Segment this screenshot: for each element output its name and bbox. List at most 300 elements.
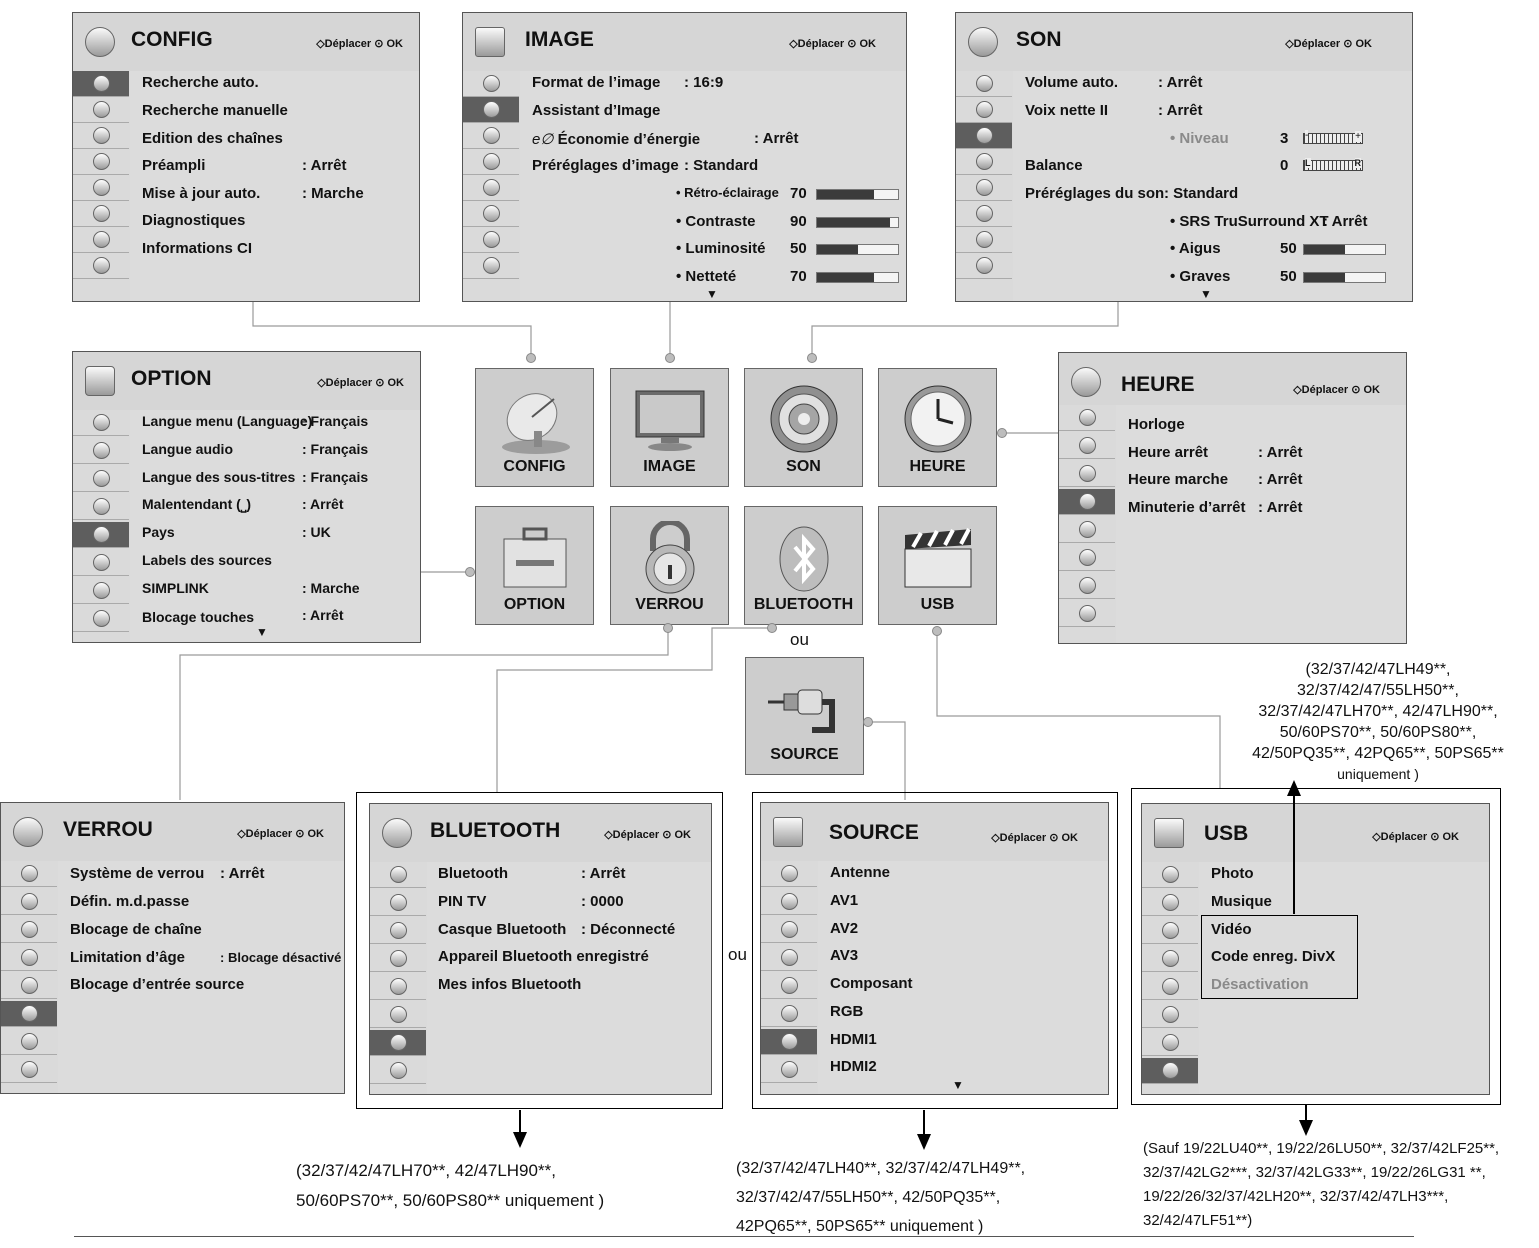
menu-item[interactable]: Mise à jour auto. <box>142 185 261 202</box>
note-line: (32/37/42/47LH40**, 32/37/42/47LH49**, <box>736 1160 1026 1177</box>
monitor-icon <box>475 27 505 57</box>
arrow-down-icon <box>917 1134 931 1150</box>
menu-item[interactable]: Format de l’image <box>532 74 661 91</box>
slider-label: • Rétro-éclairage <box>676 185 779 200</box>
monitor-icon <box>1162 894 1179 911</box>
connector-dot <box>932 626 942 636</box>
usb-menu <box>1141 803 1490 1095</box>
source-menu-header <box>761 803 1108 861</box>
source-menu-title: SOURCE <box>829 821 919 844</box>
config-menu <box>72 12 420 302</box>
menu-item[interactable]: Balance <box>1025 157 1083 174</box>
sharpness-slider[interactable] <box>816 272 899 283</box>
toolbox-icon <box>93 179 110 196</box>
arrow-line <box>519 1110 521 1134</box>
sidebar-item-son[interactable] <box>73 123 129 149</box>
menu-item-value: : Arrêt <box>1258 444 1303 461</box>
menu-item-value: : Arrêt <box>302 607 344 623</box>
toolbox-icon <box>390 978 407 995</box>
sidebar-item-heure[interactable] <box>370 946 426 972</box>
right-label: R <box>1354 158 1361 168</box>
usb-item[interactable]: Photo <box>1211 865 1254 882</box>
slider-label: • Luminosité <box>676 240 766 257</box>
treble-slider[interactable] <box>1303 244 1386 255</box>
note-line: 32/37/42/47/55LH50**, <box>1297 682 1459 699</box>
sidebar-item-image[interactable] <box>956 97 1012 123</box>
menu-item[interactable]: Assistant d’Image <box>532 102 661 119</box>
tile-source[interactable] <box>745 657 864 775</box>
clock-icon <box>781 949 798 966</box>
sidebar-item-config[interactable] <box>1142 862 1198 888</box>
slider-value: 0 <box>1280 157 1289 174</box>
bluetooth-icon <box>93 231 110 248</box>
clock-icon <box>1079 493 1096 510</box>
arrow-line <box>923 1110 925 1136</box>
source-item[interactable]: AV3 <box>830 947 859 964</box>
config-menu-title: CONFIG <box>131 28 213 51</box>
sidebar-item-bluetooth[interactable] <box>463 227 519 253</box>
tile-usb[interactable] <box>878 506 997 625</box>
satellite-dish-icon <box>483 75 500 92</box>
note-line: 32/37/42LG2***, 32/37/42LG33**, 19/22/26LG31 **, <box>1143 1164 1486 1181</box>
slider-label: • Netteté <box>676 268 737 285</box>
satellite-dish-icon <box>1162 866 1179 883</box>
slider-value: 50 <box>790 240 807 257</box>
sidebar-item-son[interactable] <box>73 466 129 492</box>
sidebar-item-image[interactable] <box>73 97 129 123</box>
sidebar-item-config[interactable] <box>956 71 1012 97</box>
sidebar-item-config[interactable] <box>73 410 129 436</box>
clock-icon <box>483 153 500 170</box>
note-line: (32/37/42/47LH49**, <box>1305 661 1451 678</box>
clock-icon <box>93 153 110 170</box>
padlock-icon <box>631 521 709 595</box>
sidebar-item-option[interactable] <box>1142 974 1198 1000</box>
menu-item[interactable]: Labels des sources <box>142 552 272 568</box>
note-line: 50/60PS70**, 50/60PS80** uniquement ) <box>296 1191 605 1210</box>
sidebar-item-bluetooth[interactable] <box>1059 573 1115 599</box>
menu-item[interactable]: Appareil Bluetooth enregistré <box>438 948 649 965</box>
menu-item[interactable]: Blocage de chaîne <box>70 921 202 938</box>
tile-verrou[interactable] <box>610 506 729 625</box>
menu-item[interactable]: SIMPLINK <box>142 580 209 596</box>
sidebar-item-image[interactable] <box>73 438 129 464</box>
scroll-down-arrow[interactable]: ▼ <box>706 287 718 301</box>
menu-item-value: : 16:9 <box>684 74 724 91</box>
bluetooth-menu-sidebar <box>370 862 428 1094</box>
option-menu <box>72 351 421 643</box>
sidebar-item-heure[interactable] <box>73 494 129 520</box>
menu-item-value: : Déconnecté <box>581 921 676 938</box>
satellite-dish-icon <box>976 75 993 92</box>
left-label: L <box>1305 158 1311 168</box>
sidebar-item-son[interactable] <box>370 918 426 944</box>
sidebar-item-son[interactable] <box>761 917 817 943</box>
son-menu-sidebar <box>956 71 1014 301</box>
menu-item[interactable] <box>532 130 700 148</box>
speaker-icon <box>781 921 798 938</box>
monitor-icon <box>390 894 407 911</box>
menu-item[interactable]: Système de verrou <box>70 865 205 882</box>
sidebar-item-usb[interactable] <box>370 1058 426 1084</box>
heure-menu-sidebar <box>1059 405 1117 643</box>
clapperboard-icon <box>781 1061 798 1078</box>
balance-scale[interactable] <box>1303 160 1363 171</box>
sidebar-item-option[interactable] <box>463 175 519 201</box>
sidebar-item-verrou[interactable] <box>1142 1002 1198 1028</box>
bluetooth-icon <box>1162 1034 1179 1051</box>
sidebar-item-bluetooth[interactable] <box>1 1029 57 1055</box>
menu-item-value: : Arrêt <box>581 865 626 882</box>
sidebar-item-usb[interactable] <box>956 253 1012 279</box>
padlock-icon <box>390 1006 407 1023</box>
connector-dot <box>807 353 817 363</box>
sidebar-item-image[interactable] <box>1142 890 1198 916</box>
toolbox-icon <box>781 977 798 994</box>
usb-excluded-models-note <box>1143 1137 1499 1233</box>
sidebar-item-source[interactable] <box>761 1029 817 1055</box>
sidebar-item-bluetooth[interactable] <box>73 227 129 253</box>
sidebar-item-image[interactable] <box>463 97 519 123</box>
source-menu-sidebar <box>761 861 819 1094</box>
sidebar-item-son[interactable] <box>1142 918 1198 944</box>
sidebar-item-son[interactable] <box>1 917 57 943</box>
option-menu-sidebar <box>73 410 131 642</box>
speaker-icon <box>1079 465 1096 482</box>
sidebar-item-verrou[interactable] <box>761 1001 817 1027</box>
menu-item-value: : Blocage désactivé <box>220 950 342 965</box>
sidebar-item-bluetooth[interactable] <box>1142 1030 1198 1056</box>
slider-value: 50 <box>1280 240 1297 257</box>
speaker-icon <box>765 383 843 457</box>
sidebar-item-option[interactable] <box>761 973 817 999</box>
source-item[interactable]: AV1 <box>830 892 859 909</box>
sidebar-item-option[interactable] <box>1 973 57 999</box>
bluetooth-models-note <box>296 1156 604 1216</box>
satellite-dish-icon <box>93 414 110 431</box>
scroll-down-arrow[interactable]: ▼ <box>256 625 268 639</box>
cable-plug-icon <box>781 1033 798 1050</box>
speaker-icon <box>1162 922 1179 939</box>
clapperboard-icon <box>1154 818 1184 848</box>
sidebar-item-usb[interactable] <box>1059 601 1115 627</box>
toolbox-icon <box>483 179 500 196</box>
toolbox-icon <box>976 179 993 196</box>
level-scale[interactable] <box>1303 130 1363 144</box>
option-menu-title: OPTION <box>131 367 212 390</box>
sidebar-item-son[interactable] <box>956 123 1012 149</box>
padlock-icon <box>976 205 993 222</box>
sidebar-item-config[interactable] <box>73 71 129 97</box>
sidebar-item-heure[interactable] <box>1 945 57 971</box>
padlock-icon <box>93 205 110 222</box>
sidebar-item-verrou[interactable] <box>1059 545 1115 571</box>
menu-item[interactable]: Edition des chaînes <box>142 130 283 147</box>
son-menu <box>955 12 1413 302</box>
sidebar-item-verrou[interactable] <box>73 550 129 576</box>
menu-item-value: : Arrêt <box>302 157 347 174</box>
image-menu-title: IMAGE <box>525 28 594 51</box>
menu-item[interactable]: Pays <box>142 524 175 540</box>
cable-plug-icon <box>773 817 803 847</box>
menu-item[interactable]: PIN TV <box>438 893 487 910</box>
sidebar-item-config[interactable] <box>761 861 817 887</box>
menu-item[interactable]: Minuterie d’arrêt <box>1128 499 1246 516</box>
brightness-slider[interactable] <box>816 244 899 255</box>
sidebar-item-son[interactable] <box>463 123 519 149</box>
menu-item-value: : Arrêt <box>302 496 344 512</box>
clapperboard-icon <box>976 257 993 274</box>
source-item[interactable]: RGB <box>830 1003 864 1020</box>
menu-item-value: : Arrêt <box>1323 213 1368 230</box>
sidebar-item-option[interactable] <box>73 522 129 548</box>
connector-dot <box>767 623 777 633</box>
menu-item[interactable]: Diagnostiques <box>142 212 246 229</box>
usb-menu-sidebar <box>1142 862 1200 1094</box>
scroll-down-arrow[interactable]: ▼ <box>952 1078 964 1092</box>
verrou-menu-header <box>1 803 344 861</box>
sidebar-item-option[interactable] <box>1059 517 1115 543</box>
sidebar-item-config[interactable] <box>1 861 57 887</box>
menu-item[interactable]: Blocage touches <box>142 609 255 625</box>
bluetooth-menu-header <box>370 804 711 862</box>
nav-hint: ◇Déplacer ⊙ OK <box>604 829 691 841</box>
menu-item[interactable]: Casque Bluetooth <box>438 921 567 938</box>
menu-item[interactable]: Heure arrêt <box>1128 444 1209 461</box>
plus-label: + <box>1355 131 1361 142</box>
source-item[interactable]: HDMI2 <box>830 1058 877 1075</box>
sidebar-item-image[interactable] <box>761 889 817 915</box>
sidebar-item-usb[interactable] <box>73 606 129 632</box>
source-item[interactable]: AV2 <box>830 920 859 937</box>
tile-label: USB <box>920 596 955 613</box>
sidebar-item-option[interactable] <box>370 974 426 1000</box>
padlock-icon <box>13 817 43 847</box>
clock-icon <box>1162 950 1179 967</box>
sidebar-item-heure[interactable] <box>1142 946 1198 972</box>
verrou-menu-sidebar <box>1 861 59 1093</box>
satellite-dish-icon <box>496 383 574 457</box>
sidebar-item-son[interactable] <box>1059 461 1115 487</box>
bluetooth-icon <box>1079 577 1096 594</box>
clapperboard-icon <box>899 521 977 595</box>
contrast-slider[interactable] <box>816 217 899 228</box>
cable-plug-icon <box>766 672 844 746</box>
speaker-icon <box>21 921 38 938</box>
sidebar-item-config[interactable] <box>370 862 426 888</box>
menu-item[interactable]: Langue des sous-titres <box>142 469 296 485</box>
slider-value: 70 <box>790 185 807 202</box>
sidebar-item-verrou[interactable] <box>370 1002 426 1028</box>
slider-label: • Contraste <box>676 213 756 230</box>
note-line: 42PQ65**, 50PS65** uniquement ) <box>736 1218 984 1235</box>
sidebar-item-verrou[interactable] <box>956 201 1012 227</box>
sidebar-item-option[interactable] <box>73 175 129 201</box>
slider-fill <box>817 245 858 254</box>
slider-fill <box>817 190 874 199</box>
menu-item[interactable]: Langue menu (Language) <box>142 413 313 429</box>
menu-item[interactable]: Recherche manuelle <box>142 102 288 119</box>
connector-dot <box>997 428 1007 438</box>
menu-item[interactable]: Limitation d’âge <box>70 949 186 966</box>
clapperboard-icon <box>1162 1062 1179 1079</box>
heure-menu <box>1058 352 1407 644</box>
menu-item[interactable]: Préampli <box>142 157 206 174</box>
usb-item[interactable]: Code enreg. DivX <box>1211 948 1336 965</box>
sidebar-item-verrou[interactable] <box>73 201 129 227</box>
backlight-slider[interactable] <box>816 189 899 200</box>
verrou-menu-body <box>58 861 344 1093</box>
tile-bluetooth[interactable] <box>744 506 863 625</box>
menu-item[interactable]: Horloge <box>1128 416 1185 433</box>
arrow-line <box>1293 794 1295 914</box>
sidebar-item-config[interactable] <box>1059 405 1115 431</box>
sidebar-item-verrou[interactable] <box>1 1001 57 1027</box>
sidebar-item-usb[interactable] <box>463 253 519 279</box>
usb-item[interactable]: Musique <box>1211 893 1272 910</box>
bluetooth-menu-body <box>427 862 711 1094</box>
speaker-icon <box>390 922 407 939</box>
sidebar-item-heure[interactable] <box>1059 489 1115 515</box>
sidebar-item-bluetooth[interactable] <box>956 227 1012 253</box>
tile-label: BLUETOOTH <box>753 596 854 613</box>
son-menu-header <box>956 13 1412 71</box>
menu-item-value: : Arrêt <box>220 865 265 882</box>
menu-item[interactable]: Volume auto. <box>1025 74 1119 91</box>
padlock-icon <box>93 554 110 571</box>
monitor-icon <box>631 383 709 457</box>
source-item[interactable]: Composant <box>830 975 913 992</box>
or-label: ou <box>728 945 747 964</box>
connector-dot <box>465 567 475 577</box>
sidebar-item-heure[interactable] <box>761 945 817 971</box>
connector-dot <box>526 353 536 363</box>
minus-label: - <box>1305 130 1309 141</box>
menu-item[interactable]: Mes infos Bluetooth <box>438 976 582 993</box>
note-line: 42/50PQ35**, 42PQ65**, 50PS65** <box>1252 745 1504 762</box>
config-menu-header <box>73 13 419 71</box>
menu-item[interactable]: Défin. m.d.passe <box>70 893 190 910</box>
sidebar-item-verrou[interactable] <box>463 201 519 227</box>
sidebar-item-heure[interactable] <box>73 149 129 175</box>
sidebar-item-config[interactable] <box>463 71 519 97</box>
toolbox-icon <box>1162 978 1179 995</box>
menu-item[interactable]: Préréglages du son <box>1025 185 1165 202</box>
note-line: 50/60PS70**, 50/60PS80**, <box>1279 724 1477 741</box>
menu-item-value: : Français <box>302 413 369 429</box>
source-menu-body <box>818 861 1108 1094</box>
tile-option[interactable] <box>475 506 594 625</box>
sidebar-item-usb[interactable] <box>1142 1058 1198 1084</box>
menu-item[interactable]: Langue audio <box>142 441 233 457</box>
slider-label: • Aigus <box>1170 240 1221 257</box>
bluetooth-icon <box>765 521 843 595</box>
clapperboard-icon <box>93 257 110 274</box>
sidebar-item-bluetooth[interactable] <box>370 1030 426 1056</box>
nav-hint: ◇Déplacer ⊙ OK <box>1293 384 1380 396</box>
slider-fill <box>817 218 890 227</box>
monitor-icon <box>1079 437 1096 454</box>
note-line: (32/37/42/47LH70**, 42/47LH90**, <box>296 1161 556 1180</box>
menu-item[interactable]: Voix nette II <box>1025 102 1109 119</box>
tile-son[interactable] <box>744 368 863 487</box>
toolbox-icon <box>1079 521 1096 538</box>
menu-item[interactable]: Heure marche <box>1128 471 1229 488</box>
clapperboard-icon <box>93 610 110 627</box>
heure-menu-header <box>1059 353 1406 411</box>
slider-label: • Niveau <box>1170 130 1229 147</box>
menu-item-value: : Français <box>302 441 369 457</box>
clock-icon <box>21 949 38 966</box>
source-item[interactable]: Antenne <box>830 864 890 881</box>
toolbox-icon <box>85 366 115 396</box>
clock-icon <box>390 950 407 967</box>
sidebar-item-heure[interactable] <box>956 149 1012 175</box>
slider-value: 90 <box>790 213 807 230</box>
bluetooth-icon <box>976 231 993 248</box>
menu-item[interactable]: Recherche auto. <box>142 74 259 91</box>
footer-rule <box>74 1236 1414 1237</box>
sidebar-item-option[interactable] <box>956 175 1012 201</box>
clock-icon <box>976 153 993 170</box>
tile-label: CONFIG <box>503 458 566 475</box>
menu-item-value: : Marche <box>302 580 360 596</box>
sidebar-item-image[interactable] <box>370 890 426 916</box>
menu-item[interactable]: Blocage d’entrée source <box>70 976 245 993</box>
sidebar-item-usb[interactable] <box>761 1057 817 1083</box>
bass-slider[interactable] <box>1303 272 1386 283</box>
slider-value: 50 <box>1280 268 1297 285</box>
sidebar-item-image[interactable] <box>1059 433 1115 459</box>
son-menu-body <box>1013 71 1412 301</box>
option-menu-body <box>130 410 420 642</box>
usb-item[interactable]: Vidéo <box>1211 921 1252 938</box>
padlock-icon <box>483 205 500 222</box>
nav-hint: ◇Déplacer ⊙ OK <box>1285 38 1372 50</box>
scroll-down-arrow[interactable]: ▼ <box>1200 287 1212 301</box>
usb-menu-body <box>1199 862 1489 1094</box>
source-item[interactable]: HDMI1 <box>830 1031 877 1048</box>
tile-config[interactable] <box>475 368 594 487</box>
tile-label: SON <box>786 458 821 475</box>
clapperboard-icon <box>483 257 500 274</box>
menu-item[interactable]: Informations CI <box>142 240 253 257</box>
sidebar-item-usb[interactable] <box>73 253 129 279</box>
sidebar-item-heure[interactable] <box>463 149 519 175</box>
tile-image[interactable] <box>610 368 729 487</box>
menu-item-value: : Arrêt <box>1258 471 1303 488</box>
sidebar-item-usb[interactable] <box>1 1057 57 1083</box>
usb-item[interactable]: Désactivation <box>1211 976 1309 993</box>
tile-label: OPTION <box>503 596 566 613</box>
menu-item[interactable]: • SRS TruSurround XT <box>1170 213 1329 230</box>
sidebar-item-image[interactable] <box>1 889 57 915</box>
sidebar-item-bluetooth[interactable] <box>73 578 129 604</box>
nav-hint: ◇Déplacer ⊙ OK <box>1372 831 1459 843</box>
image-menu <box>462 12 907 302</box>
menu-item-value: : Standard <box>1164 185 1239 202</box>
speaker-icon <box>976 127 993 144</box>
speaker-icon <box>968 27 998 57</box>
padlock-icon <box>1162 1006 1179 1023</box>
menu-item[interactable]: Malentendant (⎵) <box>142 496 252 512</box>
config-menu-body <box>130 71 419 301</box>
slider-fill <box>817 273 874 282</box>
bluetooth-icon <box>483 231 500 248</box>
menu-item[interactable]: Préréglages d’image <box>532 157 679 174</box>
menu-item[interactable]: Bluetooth <box>438 865 508 882</box>
tile-heure[interactable] <box>878 368 997 487</box>
